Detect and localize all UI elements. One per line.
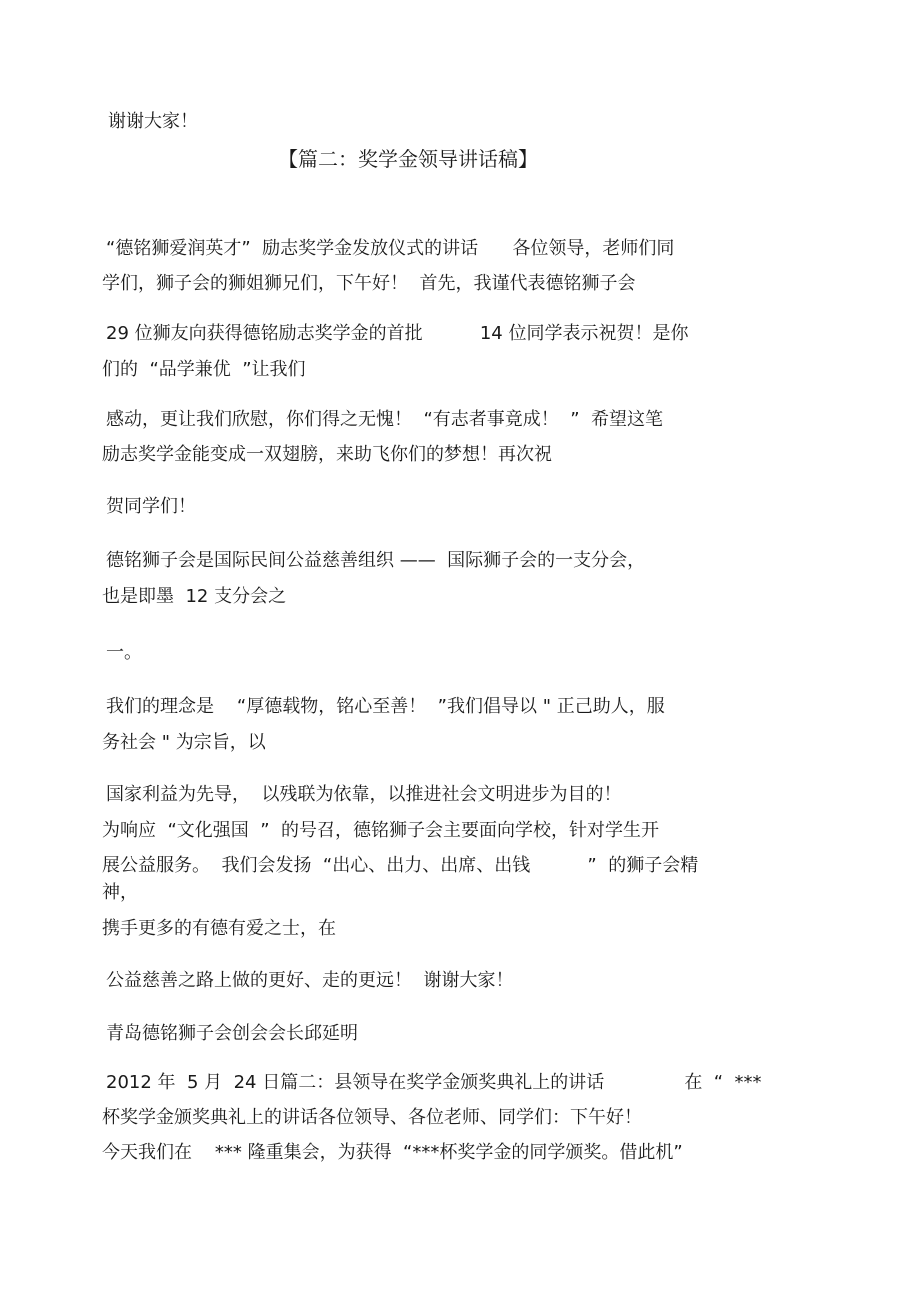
text-line: 国家利益为先导， 以残联为依靠，以推进社会文明进步为目的！ xyxy=(106,784,622,805)
text-line: 谢谢大家！ xyxy=(108,111,198,132)
text-line: 为响应 “文化强国 ” 的号召，德铭狮子会主要面向学校，针对学生开 xyxy=(102,820,659,841)
text-line: 携手更多的有德有爱之士，在 xyxy=(102,918,336,939)
text-line: 青岛德铭狮子会创会会长邱延明 xyxy=(106,1023,358,1044)
text-line: 我们的理念是 “厚德载物，铭心至善！ ”我们倡导以 " 正己助人，服 xyxy=(106,696,665,717)
text-line: 神， xyxy=(102,882,138,903)
text-line: 们的 “品学兼优 ”让我们 xyxy=(102,359,306,380)
text-line: 今天我们在 *** 隆重集会，为获得 “***杯奖学金的同学颁奖。借此机” xyxy=(102,1142,683,1163)
text-line: 励志奖学金能变成一双翅膀，来助飞你们的梦想！再次祝 xyxy=(102,444,552,465)
text-line: 一。 xyxy=(106,642,142,663)
text-line: 杯奖学金颁奖典礼上的讲话各位领导、各位老师、同学们：下午好！ xyxy=(102,1107,642,1128)
text-line: 德铭狮子会是国际民间公益慈善组织 —— 国际狮子会的一支分会， xyxy=(106,550,646,571)
text-line: 29 位狮友向获得德铭励志奖学金的首批 14 位同学表示祝贺！是你 xyxy=(106,323,689,344)
text-line: 贺同学们！ xyxy=(106,496,196,517)
section-heading: 【篇二：奖学金领导讲话稿】 xyxy=(278,147,538,171)
text-line: 也是即墨 12 支分会之 xyxy=(102,586,287,607)
text-line: “德铭狮爱润英才” 励志奖学金发放仪式的讲话 各位领导，老师们同 xyxy=(106,238,675,259)
text-line: 学们，狮子会的狮姐狮兄们，下午好！ 首先，我谨代表德铭狮子会 xyxy=(102,273,636,294)
text-line: 公益慈善之路上做的更好、走的更远！ 谢谢大家！ xyxy=(106,970,514,991)
text-line: 展公益服务。 我们会发扬 “出心、出力、出席、出钱 ” 的狮子会精 xyxy=(102,855,699,876)
text-line: 2012 年 5 月 24 日篇二：县领导在奖学金颁奖典礼上的讲话 在 “ *** xyxy=(106,1072,762,1093)
text-line: 务社会 " 为宗旨，以 xyxy=(102,732,266,753)
text-line: 感动，更让我们欣慰，你们得之无愧！ “有志者事竟成！ ” 希望这笔 xyxy=(106,409,663,430)
